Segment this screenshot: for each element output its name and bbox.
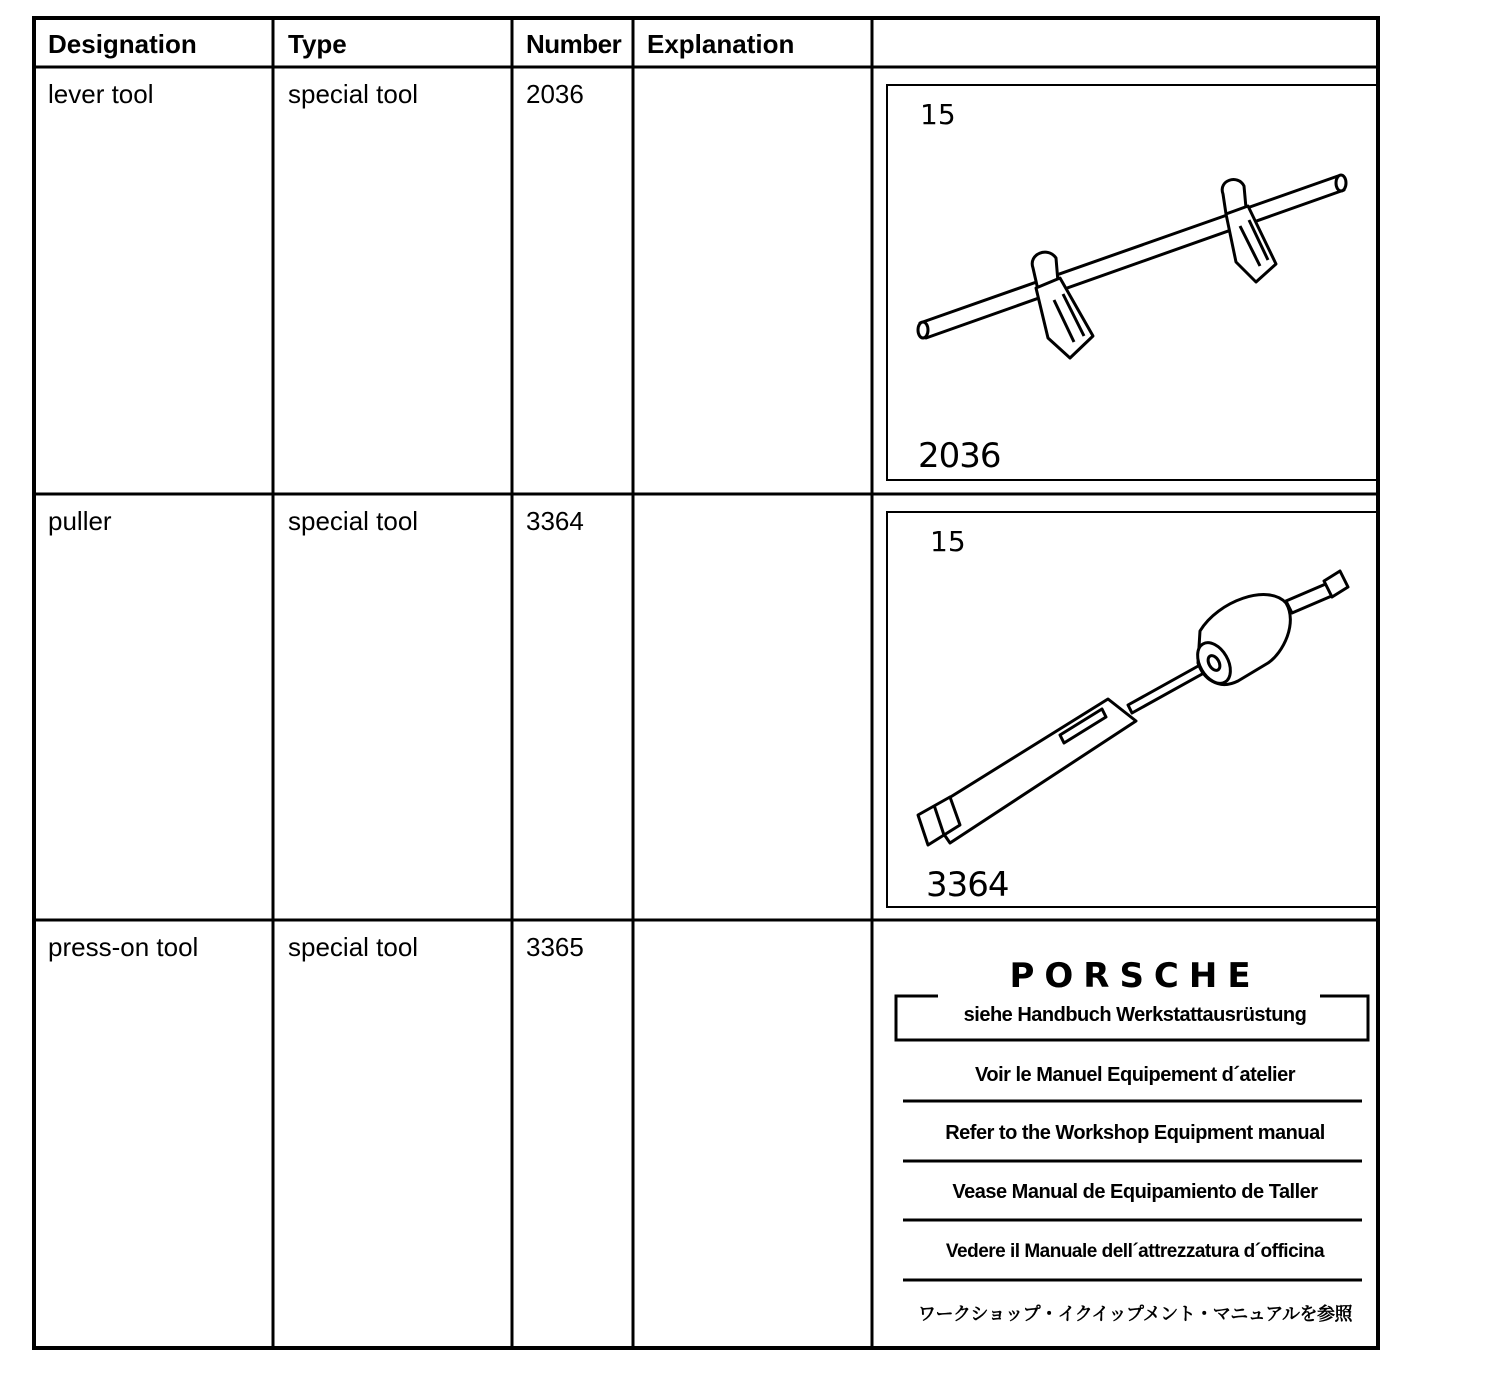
reference-line-ja: ワークショップ・イクイップメント・マニュアルを参照 bbox=[917, 1304, 1353, 1325]
row3-type: special tool bbox=[288, 932, 419, 962]
header-number: Number bbox=[526, 29, 622, 59]
figure-label: 2036 bbox=[918, 436, 1001, 476]
figure-label: 3364 bbox=[926, 865, 1009, 905]
figure-page-number: 15 bbox=[930, 525, 966, 558]
row2-designation: puller bbox=[48, 506, 112, 536]
reference-line-fr: Voir le Manuel Equipement d´atelier bbox=[975, 1064, 1295, 1086]
row1-designation: lever tool bbox=[48, 79, 154, 109]
row2-number: 3364 bbox=[526, 506, 584, 536]
header-explanation: Explanation bbox=[647, 29, 795, 59]
figure-page-number: 15 bbox=[920, 98, 956, 131]
row2-type: special tool bbox=[288, 506, 419, 536]
porsche-logo: PORSCHE bbox=[1009, 956, 1261, 996]
reference-line-it: Vedere il Manuale dell´attrezzatura d´officina bbox=[945, 1241, 1325, 1262]
reference-line-de: siehe Handbuch Werkstattausrüstung bbox=[963, 1004, 1307, 1026]
reference-line-en: Refer to the Workshop Equipment manual bbox=[945, 1122, 1325, 1144]
row1-number: 2036 bbox=[526, 79, 584, 109]
row3-designation: press-on tool bbox=[48, 932, 199, 962]
header-type: Type bbox=[288, 29, 347, 59]
reference-line-es: Vease Manual de Equipamiento de Taller bbox=[952, 1181, 1318, 1203]
header-designation: Designation bbox=[48, 29, 197, 59]
row3-number: 3365 bbox=[526, 932, 584, 962]
row1-type: special tool bbox=[288, 79, 419, 109]
